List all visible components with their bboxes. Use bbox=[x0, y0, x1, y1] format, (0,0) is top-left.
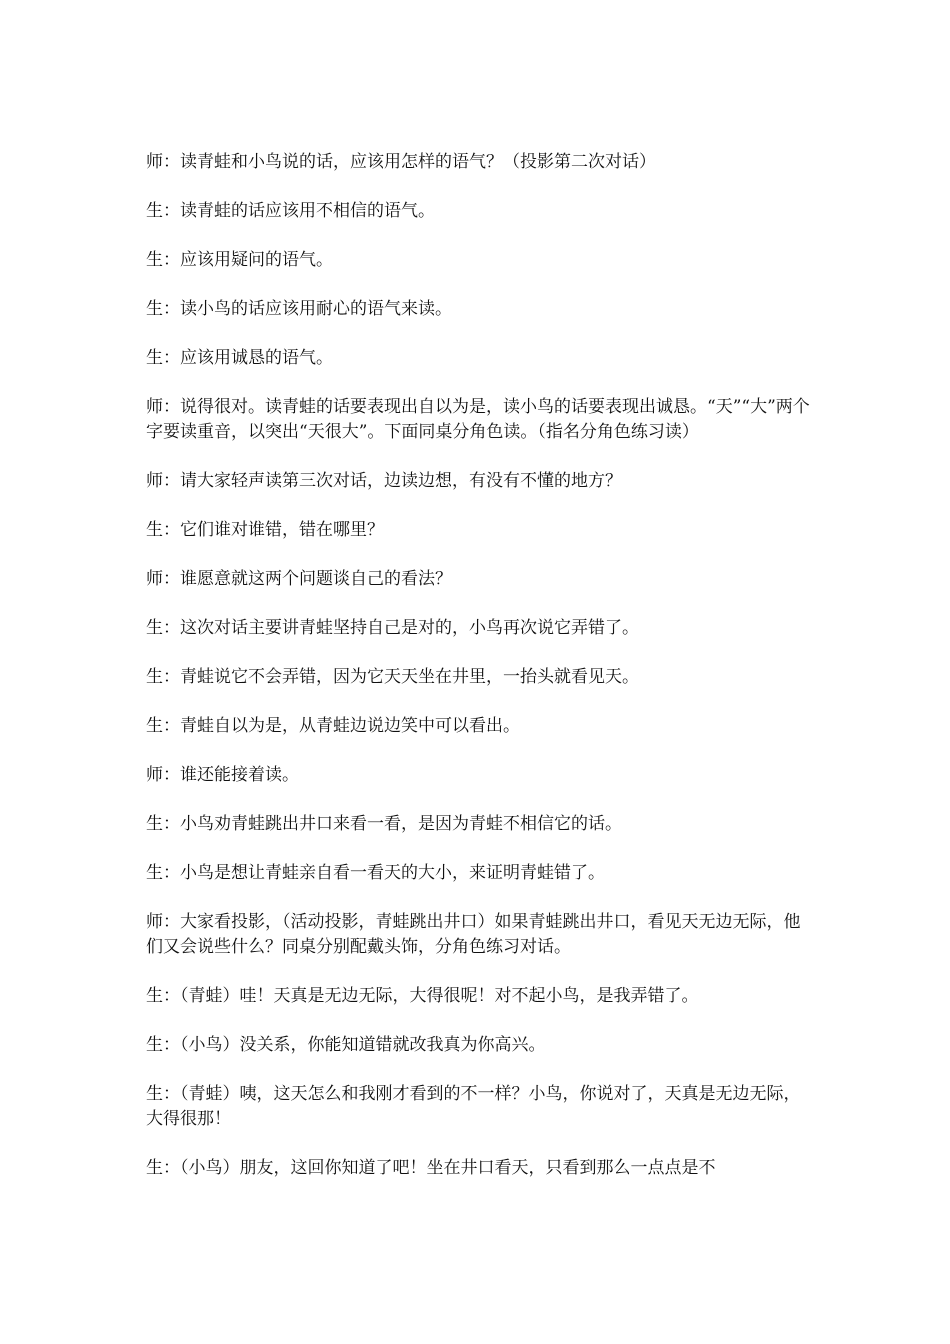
paragraph: 师：请大家轻声读第三次对话，边读边想，有没有不懂的地方？ bbox=[146, 471, 622, 491]
paragraph: 师：谁还能接着读。 bbox=[146, 765, 299, 785]
paragraph: 生：它们谁对谁错，错在哪里？ bbox=[146, 520, 384, 540]
paragraph: 师：大家看投影，（活动投影，青蛙跳出井口）如果青蛙跳出井口，看见天无边无际，他们又会说些什么？同桌分别配戴头饰，分角色练习对话。 bbox=[146, 912, 801, 957]
paragraph: 生：青蛙说它不会弄错，因为它天天坐在井里，一抬头就看见天。 bbox=[146, 667, 639, 687]
paragraph: 生：青蛙自以为是，从青蛙边说边笑中可以看出。 bbox=[146, 716, 520, 736]
paragraph: 生：小鸟是想让青蛙亲自看一看天的大小，来证明青蛙错了。 bbox=[146, 863, 605, 883]
paragraph: 生：（小鸟）朋友，这回你知道了吧！坐在井口看天，只看到那么一点点是不 bbox=[146, 1158, 716, 1178]
paragraph: 生：（青蛙）咦，这天怎么和我刚才看到的不一样？小鸟，你说对了，天真是无边无际，大得很那！ bbox=[146, 1084, 801, 1129]
paragraph: 生：读小鸟的话应该用耐心的语气来读。 bbox=[146, 299, 452, 319]
paragraph: 生：（青蛙）哇！天真是无边无际，大得很呢！对不起小鸟，是我弄错了。 bbox=[146, 986, 699, 1006]
paragraph: 生：应该用诚恳的语气。 bbox=[146, 348, 333, 368]
paragraph: 师：谁愿意就这两个问题谈自己的看法？ bbox=[146, 569, 452, 589]
paragraph: 师：说得很对。读青蛙的话要表现出自以为是，读小鸟的话要表现出诚恳。“天”“大”两个字要读重音，以突出“天很大”。下面同桌分角色读。（指名分角色练习读） bbox=[146, 397, 810, 442]
paragraph: 生：应该用疑问的语气。 bbox=[146, 250, 333, 270]
paragraph: 生：小鸟劝青蛙跳出井口来看一看，是因为青蛙不相信它的话。 bbox=[146, 814, 622, 834]
paragraph: 师：读青蛙和小鸟说的话，应该用怎样的语气？（投影第二次对话） bbox=[146, 152, 656, 172]
document-body bbox=[146, 150, 810, 1205]
paragraph: 生：（小鸟）没关系，你能知道错就改我真为你高兴。 bbox=[146, 1035, 546, 1055]
paragraph: 生：读青蛙的话应该用不相信的语气。 bbox=[146, 201, 435, 221]
paragraph: 生：这次对话主要讲青蛙坚持自己是对的，小鸟再次说它弄错了。 bbox=[146, 618, 639, 638]
